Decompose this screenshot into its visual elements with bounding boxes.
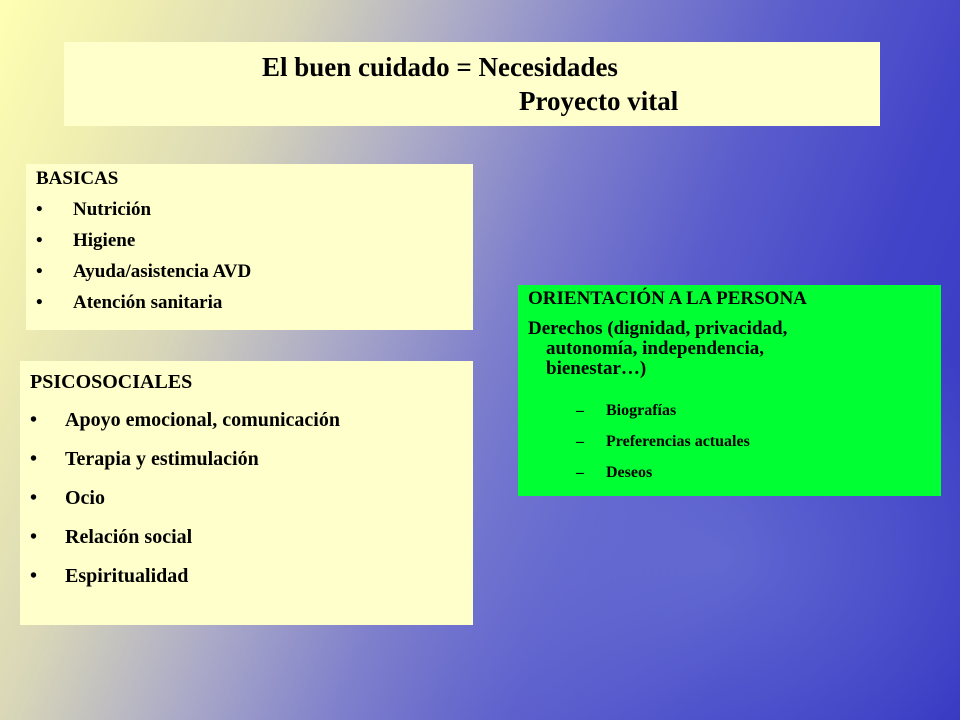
bullet-icon: • [36,230,43,251]
title-line-1: El buen cuidado = Necesidades [262,52,618,82]
list-item-label: Espiritualidad [65,565,189,587]
list-item [30,485,340,524]
dash-icon: – [576,464,584,481]
orientacion-heading: ORIENTACIÓN A LA PERSONA [528,288,807,309]
derechos-line-3: bienestar…) [546,358,647,379]
list-item [36,291,251,322]
dash-icon: – [576,402,584,419]
bullet-icon: • [30,409,38,431]
bullet-icon: • [30,487,38,509]
bullet-icon: • [30,526,38,548]
psicosociales-heading: PSICOSOCIALES [30,371,193,393]
list-item-label: Biografías [606,402,677,419]
list-item [30,446,340,485]
basicas-heading: BASICAS [36,168,119,189]
list-item-label: Apoyo emocional, comunicación [65,409,340,431]
list-item [36,198,251,229]
list-item-label: Deseos [606,464,653,481]
dash-icon: – [576,433,584,450]
list-item-label: Preferencias actuales [606,433,750,450]
orientacion-box [518,285,941,496]
list-item-label: Higiene [73,230,136,251]
derechos-line-2: autonomía, independencia, [546,338,765,359]
derechos-line-1: Derechos (dignidad, privacidad, [528,318,788,339]
list-item [576,431,750,462]
list-item-label: Nutrición [73,199,152,220]
bullet-icon: • [30,448,38,470]
list-item [576,400,750,431]
list-item [36,260,251,291]
list-item-label: Ayuda/asistencia AVD [73,261,252,282]
bullet-icon: • [36,199,43,220]
basicas-box [26,164,473,330]
list-item [576,462,750,493]
list-item [30,563,340,602]
list-item-label: Terapia y estimulación [65,448,259,470]
psicosociales-box [20,361,473,625]
list-item [36,229,251,260]
psicosociales-list [30,407,340,602]
list-item [30,407,340,446]
title-box [64,42,880,126]
bullet-icon: • [36,292,43,313]
list-item-label: Atención sanitaria [73,292,223,313]
bullet-icon: • [30,565,38,587]
list-item-label: Ocio [65,487,105,509]
title-line-2: Proyecto vital [519,86,679,116]
derechos-text [528,319,933,379]
bullet-icon: • [36,261,43,282]
orientacion-sublist [576,400,750,493]
list-item-label: Relación social [65,526,193,548]
list-item [30,524,340,563]
basicas-list [36,198,251,322]
